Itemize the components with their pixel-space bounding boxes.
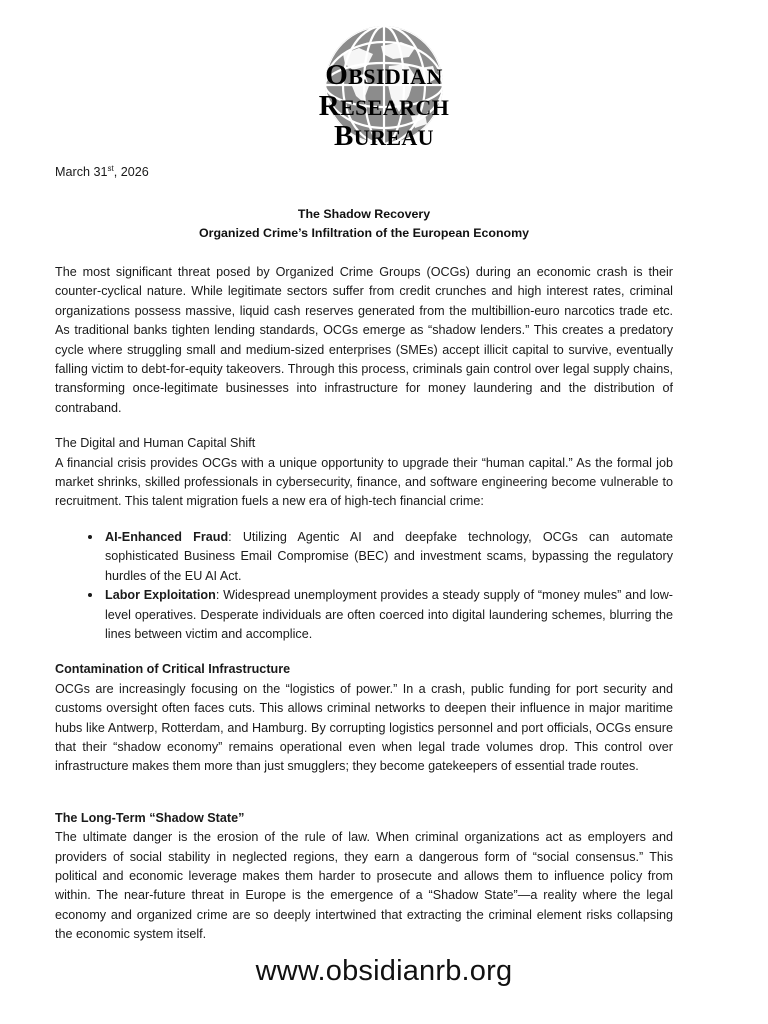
document-title [55,205,673,243]
paragraph-digital-human-capital-shift: A financial crisis provides OCGs with a unique opportunity to upgrade their “human capital.” As the formal job market shrinks, skilled professionals in cybersecurity, finance, and software engineering become vulnerable to recruitment. This talent migration fuels a new era of high-tech financial crime: [55,455,673,509]
list-item-term: Labor Exploitation [105,588,216,603]
date-year: , 2026 [113,165,149,179]
list-item-term: AI-Enhanced Fraud [105,529,229,544]
date-text: March 31 [55,165,108,179]
footer-website[interactable]: www.obsidianrb.org [255,955,513,987]
logo-line-bureau: BUREAU [334,120,434,153]
logo-line-research: RESEARCH [318,89,450,122]
document-date [55,163,673,181]
paragraph-long-term-shadow-state: The ultimate danger is the erosion of the rule of law. When criminal organizations act as employers and providers of social stability in neglected regions, they earn a dangerous form of “social consensus.” This political and economic leverage makes them harder to prosecute and allows them to influence policy from within. The near-future threat in Europe is the emergence of a “Shadow State”—a reality where the legal economy and organized crime are so deeply intertwined that extracting the criminal element risks collapsing the economic system itself. [55,830,673,942]
date-ordinal: st [107,163,114,173]
bullet-icon [88,593,92,597]
logo-line-obsidian: OBSIDIAN [325,59,443,92]
title-line-2: Organized Crime’s Infiltration of the European Economy [199,226,529,240]
heading-digital-human-capital-shift: The Digital and Human Capital Shift [55,436,256,451]
bullet-icon [88,535,92,539]
letterhead-logo [0,18,768,158]
paragraph-contamination-critical-infrastructure: OCGs are increasingly focusing on the “logistics of power.” In a crash, public funding for port security and customs oversight often faces cuts. This allows criminal networks to deepen their influence in major maritime hubs like Antwerp, Rotterdam, and Hamburg. By corrupting logistics personnel and port officials, OCGs ensure that their “shadow economy” remains operational even when legal trade volumes drop. This control over infrastructure makes them more than just smugglers; they become gatekeepers of essential trade routes. [55,681,673,774]
logo-wordmark [314,18,454,154]
heading-long-term-shadow-state: The Long-Term “Shadow State” [55,810,245,825]
list-item [105,528,673,586]
list-item-text: : Widespread unemployment provides a steady supply of “money mules” and low-level operatives. Desperate individuals are often coerced into digital laundering schemes, blurring the lines between victim and accomplice. [105,588,673,641]
heading-contamination-critical-infrastructure: Contamination of Critical Infrastructure [55,662,291,677]
list-item-text: : Utilizing Agentic AI and deepfake technology, OCGs can automate sophisticated Business Email Compromise (BEC) and investment scams, bypassing the regulatory hurdles of the EU AI Act. [105,529,674,583]
list-item [105,586,673,644]
document-content [55,163,673,961]
title-line-1: The Shadow Recovery [297,207,431,221]
paragraph-intro: The most significant threat posed by Organized Crime Groups (OCGs) during an economic crash is their counter-cyclical nature. While legitimate sectors suffer from credit crunches and high interest rates, criminal organizations possess massive, liquid cash reserves generated from the multibillion-euro narcotics trade etc. As traditional banks tighten lending standards, OCGs emerge as “shadow lenders.” This creates a predatory cycle where struggling small and medium-sized enterprises (SMEs) accept illicit capital to survive, eventually falling victim to debt-for-equity takeovers. Through this process, criminals gain control over legal supply chains, transforming once-legitimate businesses into infrastructure for money laundering and the distribution of contraband. [55,265,673,415]
bullet-list [55,528,673,644]
